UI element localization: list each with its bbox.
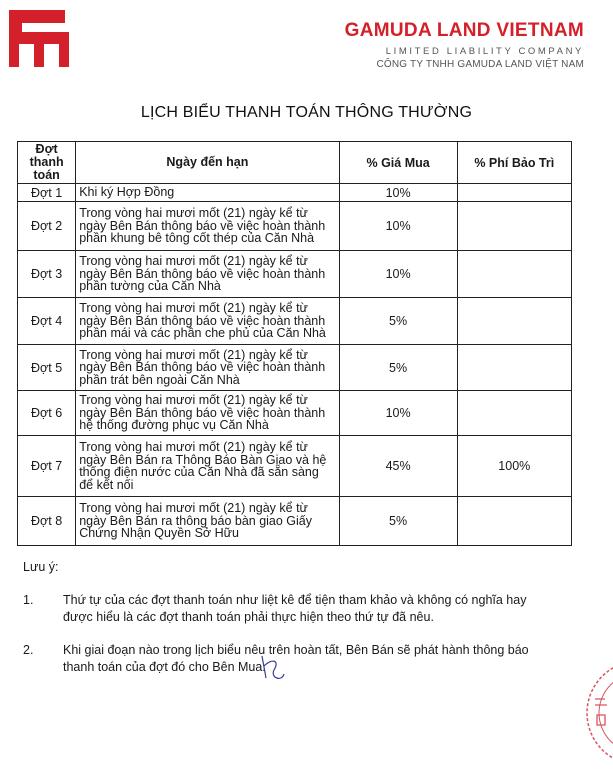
notes-section [23,559,598,676]
table-row [18,298,572,345]
installment-cell: Đợt 7 [18,436,76,497]
due-date-line: Trong vòng hai mươi mốt (21) ngày kể từ [79,440,308,454]
note-item [23,592,598,626]
maintenance-percent-cell [457,184,571,202]
maintenance-percent-cell: 100% [457,436,571,497]
due-date-line: ngày Bên Bán ra Thông Báo Bàn Giao và hệ [79,452,327,467]
due-date-line: Trong vòng hai mươi mốt (21) ngày kể từ [79,347,308,362]
company-header [345,20,584,71]
installment-cell: Đợt 5 [18,345,76,391]
header-price-percent: % Giá Mua [339,142,457,184]
company-name-vn: CÔNG TY TNHH GAMUDA LAND VIỆT NAM [376,59,584,70]
table-row [18,202,572,251]
price-percent-cell: 10% [339,202,457,251]
installment-cell: Đợt 1 [18,184,76,202]
due-date-line: ngày Bên Bán thông báo về việc hoàn thành [79,405,326,420]
company-name: GAMUDA LAND VIETNAM [344,20,584,41]
installment-cell: Đợt 4 [18,298,76,345]
maintenance-percent-cell [457,251,571,298]
table-header-row [18,142,572,184]
maintenance-percent-cell [457,497,571,546]
maintenance-percent-cell [457,202,571,251]
due-date-cell [76,298,339,345]
document-title: LỊCH BIỂU THANH TOÁN THÔNG THƯỜNG [140,104,473,121]
stamp-mark [583,655,613,775]
due-date-line: ngày Bên Bán thông báo về việc hoàn thành [79,313,326,328]
due-date-cell [76,251,339,298]
maintenance-percent-cell [457,345,571,391]
table-row [18,436,572,497]
table-row [18,184,572,202]
header-maintenance-percent: % Phí Bảo Trì [457,142,571,184]
note-text: Khi giai đoạn nào trong lịch biểu nêu trên hoàn tất, Bên Bán sẽ phát hành thông báo [63,643,529,657]
due-date-cell [76,202,339,251]
due-date-line: Trong vòng hai mươi mốt (21) ngày kể từ [79,501,308,516]
due-date-line: phần mái và các phần che phủ của Căn Nhà [79,326,326,341]
payment-schedule-table [17,141,572,546]
price-percent-cell: 5% [339,345,457,391]
note-item [23,642,598,676]
due-date-line: để kết nối [79,477,134,492]
due-date-cell [76,436,339,497]
note-text: Thứ tự của các đợt thanh toán như liệt kê để tiện tham khảo và không có nghĩa hay [63,593,527,607]
installment-cell: Đợt 6 [18,391,76,436]
notes-label: Lưu ý: [23,560,59,574]
due-date-cell [76,184,339,202]
due-date-cell [76,345,339,391]
due-date-line: hệ thống đường phục vụ Căn Nhà [79,418,269,433]
table-row [18,345,572,391]
due-date-line: ngày Bên Bán thông báo về việc hoàn thành [79,360,326,375]
gamuda-logo-icon [9,10,69,68]
due-date-line: Trong vòng hai mươi mốt (21) ngày kể từ [79,301,308,316]
price-percent-cell: 10% [339,251,457,298]
due-date-line: ngày Bên Bán thông báo về việc hoàn thành [79,266,326,281]
note-number: 1. [23,593,34,607]
due-date-line: Trong vòng hai mươi mốt (21) ngày kể từ [79,206,308,221]
due-date-line: phần khung bê tông cốt thép của Căn Nhà [79,231,315,246]
table-row [18,391,572,436]
due-date-line: Trong vòng hai mươi mốt (21) ngày kể từ [79,393,308,408]
note-text: được hiểu là các đợt thanh toán phải thực hiện theo thứ tự đã nêu. [63,610,434,624]
maintenance-percent-cell [457,298,571,345]
signature-mark [258,652,288,692]
due-date-line: Chứng Nhận Quyền Sở Hữu [79,526,239,541]
price-percent-cell: 5% [339,298,457,345]
header-due-date: Ngày đến hạn [76,142,339,184]
due-date-line: ngày Bên Bán ra thông báo bàn giao Giấy [79,513,312,528]
due-date-line: ngày Bên Bán thông báo về việc hoàn thành [79,218,326,233]
maintenance-percent-cell [457,391,571,436]
table-row [18,251,572,298]
due-date-line: Trong vòng hai mươi mốt (21) ngày kể từ [79,254,308,269]
due-date-line: Khi ký Hợp Đồng [79,185,175,200]
installment-cell: Đợt 2 [18,202,76,251]
price-percent-cell: 10% [339,391,457,436]
due-date-cell [76,391,339,436]
installment-cell: Đợt 3 [18,251,76,298]
note-number: 2. [23,643,34,657]
due-date-line: phần trát bên ngoài Căn Nhà [79,372,240,387]
installment-cell: Đợt 8 [18,497,76,546]
price-percent-cell: 10% [339,184,457,202]
due-date-cell [76,497,339,546]
header-installment: Đợt thanh toán [18,142,76,184]
table-row [18,497,572,546]
note-text: thanh toán của đợt đó cho Bên Mua. [63,660,266,674]
company-type: LIMITED LIABILITY COMPANY [385,46,584,57]
due-date-line: phần tường của Căn Nhà [79,279,221,294]
price-percent-cell: 5% [339,497,457,546]
price-percent-cell: 45% [339,436,457,497]
due-date-line: thống điện nước của Căn Nhà đã sẵn sàng [79,465,319,479]
